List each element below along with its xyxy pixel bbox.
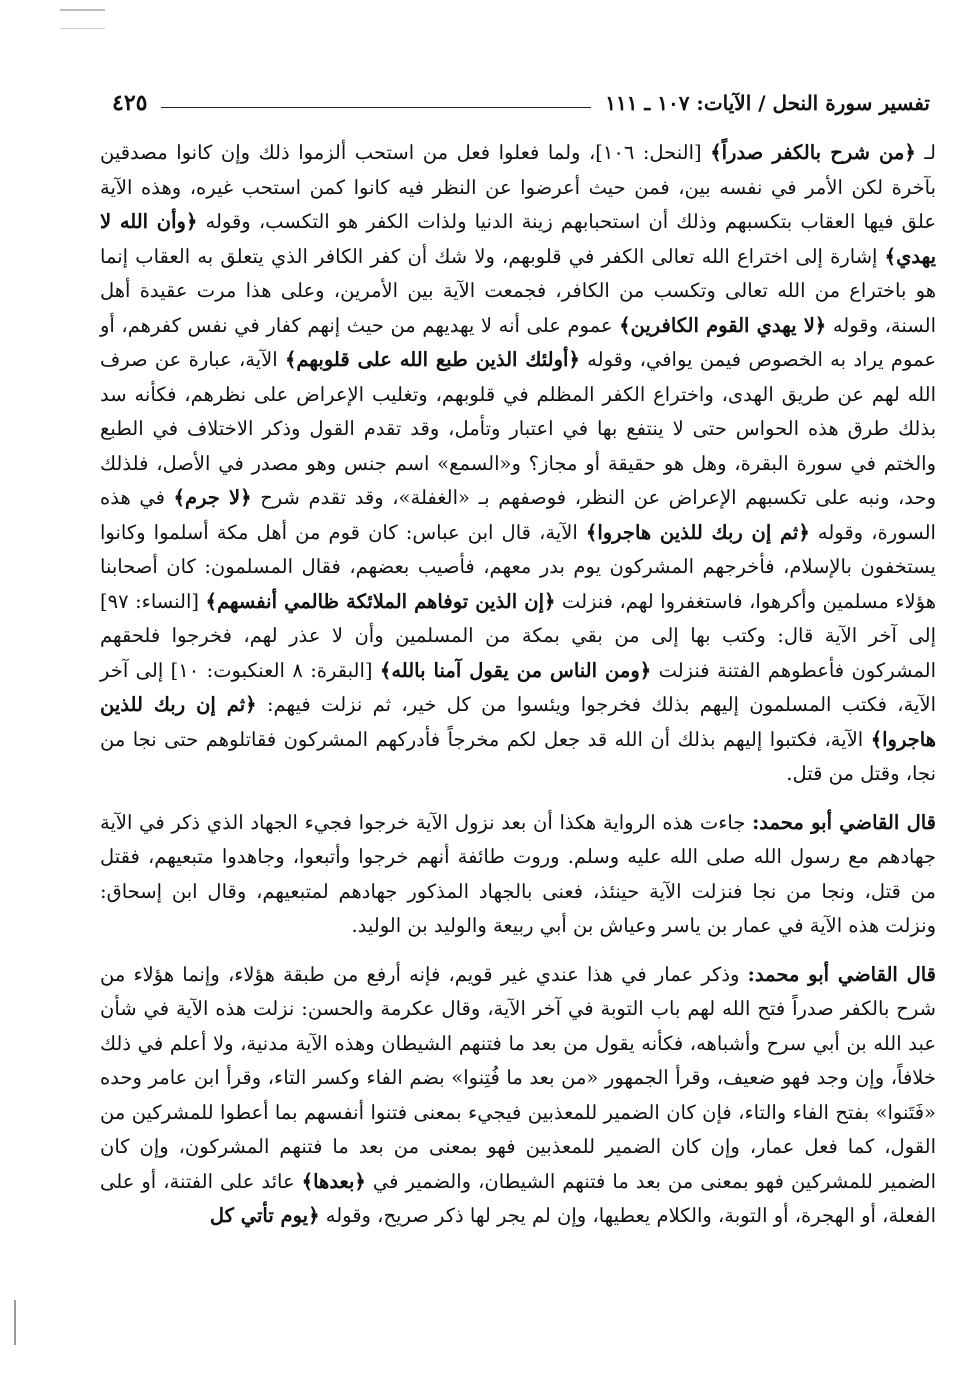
bold-segment: ﴿أولئك الذين طبع الله على قلوبهم﴾ [285, 348, 580, 371]
bold-segment: ﴿لا جرم﴾ [173, 486, 252, 509]
bold-segment: ﴿من شرح بالكفر صدراً﴾ [710, 141, 916, 164]
text-segment: في هذه السورة، وقوله [100, 486, 936, 544]
page-header [112, 88, 930, 118]
text-segment: لـ [915, 141, 936, 164]
text-segment: عائد على الفتنة، أو على الفعلة، أو الهجرة، أو التوبة، والكلام يعطيها، وإن لم يجر لها ذكر صريح، وقوله [100, 1169, 936, 1227]
header-rule [161, 107, 591, 108]
bold-segment: ﴿يوم تأتي كل [209, 1204, 320, 1227]
scan-mark [60, 9, 105, 11]
text-segment: [النساء: ٩٧] إلى آخر الآية قال: وكتب بها إلى من بقي بمكة من المسلمين وأن لا عذر لهم، فخرجوا فلحقهم المشركون فأعطوهم الفتنة فنزلت [100, 589, 936, 682]
bold-segment: ﴿لا يهدي القوم الكافرين﴾ [619, 313, 827, 337]
text-segment: [النحل: ١٠٦]، ولما فعلوا فعل من استحب ألزموا ذلك وإن كانوا مصدقين بآخرة لكن الأمر في نفسه بين، فمن حيث أعرضوا عن النظر فيه كانوا كمن استحب غيره، وهذه الآية علق فيها العقاب بتكسبهم وذلك أن استحبابهم زينة الدنيا ولذات الكفر هو التكسب، وقوله [100, 141, 936, 233]
text-segment: إشارة إلى اختراع الله تعالى الكفر في قلوبهم، ولا شك أن كفر الكافر الذي يتعلق به العقاب إنما هو باختراع من الله تعالى وتكسب من الكافر، فجمعت الآية بين الأمرين، وعلى هذا مرت عقيدة أهل السنة، وقوله [100, 244, 936, 337]
text-segment: عموم على أنه لا يهديهم من حيث إنهم كفار في نفس كفرهم، أو عموم يراد به الخصوص فيمن يوافي، وقوله [100, 313, 936, 371]
page-number: ٤٢٥ [112, 90, 148, 116]
bold-segment: ﴿ثم إن ربك للذين هاجروا﴾ [100, 693, 936, 751]
margin-mark [14, 1300, 16, 1345]
bold-segment: ﴿إن الذين توفاهم الملائكة ظالمي أنفسهم﴾ [205, 589, 556, 613]
bold-segment: ﴿ومن الناس من يقول آمنا بالله﴾ [379, 658, 652, 682]
bold-segment: ﴿ثم إن ربك للذين هاجروا﴾ [585, 520, 810, 544]
bold-segment: قال القاضي أبو محمد: [752, 810, 937, 834]
paragraph-2 [100, 806, 936, 944]
bold-segment: ﴿بعدها﴾ [301, 1169, 366, 1193]
bold-segment: قال القاضي أبو محمد: [747, 962, 936, 986]
text-segment: الآية، قال ابن عباس: كان قوم من أهل مكة أسلموا وكانوا يستخفون بالإسلام، فأخرجهم المشركون يوم بدر معهم، فأصيب بعضهم، فقال المسلمون: كان أصحابنا هؤلاء مسلمين وأكرهوا، فاستغفروا لهم، فنزلت [100, 520, 936, 613]
running-title: تفسير سورة النحل / الآيات: ١٠٧ ـ ١١١ [605, 91, 930, 115]
text-segment: الآية، عبارة عن صرف الله لهم عن طريق الهدى، واختراع الكفر المظلم في قلوبهم، وتغليب الإعراض على نظرهم، فكأنه سد بذلك طرق هذه الحواس حتى لا ينتفع بها في اعتبار وتأمل، وقد تقدم القول وذكر الاختلاف في الطبع والختم في سورة البقرة، وهل هو حقيقة أو مجاز؟ و«السمع» اسم جنس وهو مصدر في الأصل، فلذلك وحد، ونبه على تكسبهم الإعراض عن النظر، فوصفهم بـ «الغفلة»، وقد تقدم شرح [100, 348, 936, 509]
paragraph-3 [100, 958, 936, 1234]
text-segment: وذكر عمار في هذا عندي غير قويم، فإنه أرفع من طبقة هؤلاء، وإنما هؤلاء من شرح بالكفر صدراً فتح الله لهم باب التوبة في آخر الآية، وقال عكرمة والحسن: نزلت هذه الآية في شأن عبد الله بن أبي سرح وأشباهه، فكأنه يقول من بعد ما فتنهم الشيطان وهذه الآية مدنية، ولا أعلم في ذلك خلافاً، وإن وجد فهو ضعيف، وقرأ الجمهور «من بعد ما فُتِنوا» بضم الفاء وكسر التاء، وقرأ ابن عامر وحده «فَتَنوا» بفتح الفاء والتاء، فإن كان الضمير للمعذبين فيجيء بمعنى فتنوا أنفسهم بما أعطوا للمشركين من القول، كما فعل عمار، وإن كان الضمير للمعذبين فهو بمعنى من بعد ما فتنهم المشركون، وإن كان الضمير للمشركين فهو بمعنى من بعد ما فتنهم الشيطان، والضمير في [100, 962, 936, 1193]
paragraph-1 [100, 136, 936, 792]
text-segment: الآية، فكتبوا إليهم بذلك أن الله قد جعل لكم مخرجاً فأدركهم المشركون فقاتلوهم حتى نجا من نجا، وقتل من قتل. [100, 727, 936, 785]
bold-segment: ﴿وأن الله لا يهدي﴾ [100, 210, 936, 268]
scan-mark [60, 28, 105, 29]
text-segment: جاءت هذه الرواية هكذا أن بعد نزول الآية خرجوا فجيء الجهاد الذي ذكر في الآية جهادهم مع رسول الله صلى الله عليه وسلم. وروت طائفة أنهم خرجوا وأتبعوا، وجاهدوا متبعيهم، فقتل من قتل، ونجا من نجا فنزلت الآية حينئذ، فعنى بالجهاد المذكور جهادهم لمتبعيهم، وقال ابن إسحاق: ونزلت هذه الآية في عمار بن ياسر وعياش بن أبي ربيعة والوليد بن الوليد. [100, 810, 936, 937]
main-text [100, 136, 936, 1234]
text-segment: [البقرة: ٨ العنكبوت: ١٠] إلى آخر الآية، فكتب المسلمون إليهم بذلك فخرجوا ويئسوا من كل خير، ثم نزلت فيهم: [100, 658, 936, 716]
